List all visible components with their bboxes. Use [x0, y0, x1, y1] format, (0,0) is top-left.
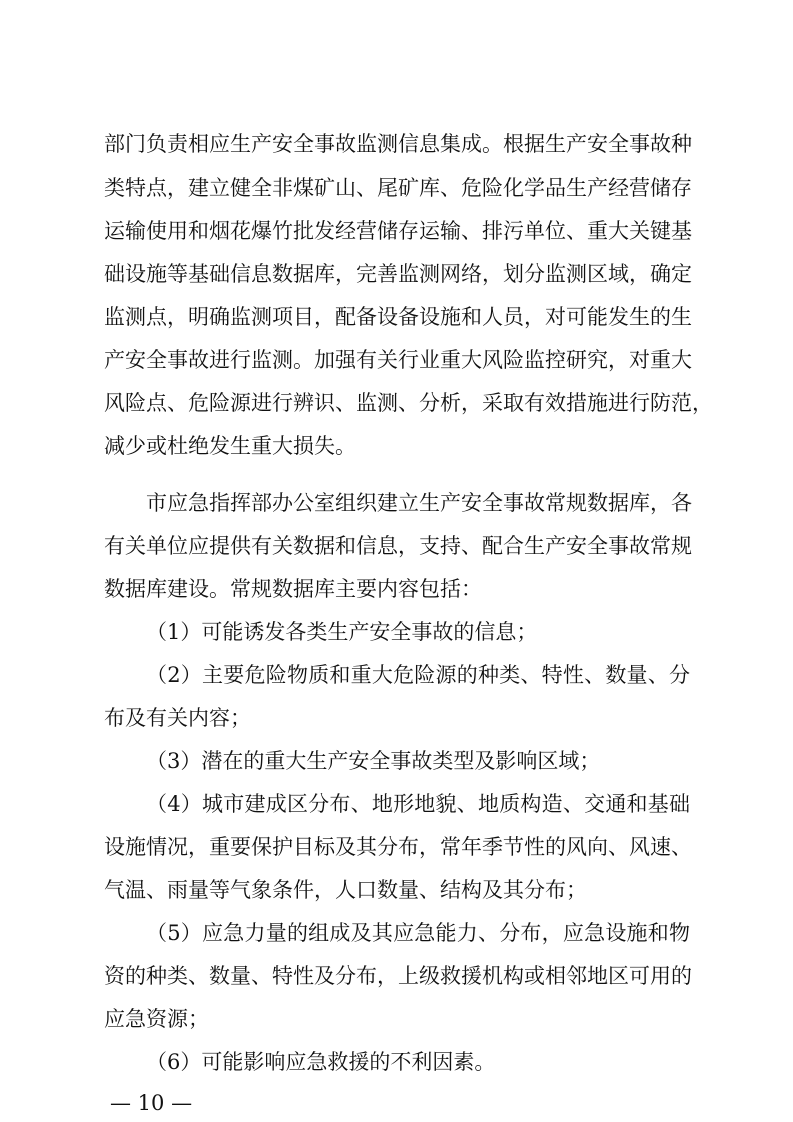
list-item-4-line-3: 气温、雨量等气象条件，人口数量、结构及其分布；	[104, 878, 587, 902]
body-line-7: 风险点、危险源进行辨识、监测、分析，采取有效措施进行防范，	[104, 391, 713, 415]
body-line-4: 础设施等基础信息数据库，完善监测网络，划分监测区域，确定	[104, 262, 692, 286]
list-item-3: （3）潜在的重大生产安全事故类型及影响区域；	[146, 749, 601, 773]
page-number: — 10 —	[110, 1091, 193, 1115]
body-line-1: 部门负责相应生产安全事故监测信息集成。根据生产安全事故种	[104, 132, 692, 156]
list-item-4-line-2: 设施情况，重要保护目标及其分布，常年季节性的风向、风速、	[104, 835, 692, 859]
body-line-10: 有关单位应提供有关数据和信息，支持、配合生产安全事故常规	[104, 534, 692, 558]
body-line-9: 市应急指挥部办公室组织建立生产安全事故常规数据库，各	[146, 491, 692, 515]
list-item-2-line-2: 布及有关内容；	[104, 706, 251, 730]
body-line-3: 运输使用和烟花爆竹批发经营储存运输、排污单位、重大关键基	[104, 219, 692, 243]
body-line-6: 产安全事故进行监测。加强有关行业重大风险监控研究，对重大	[104, 348, 692, 372]
list-item-5-line-3: 应急资源；	[104, 1007, 209, 1031]
body-line-2: 类特点，建立健全非煤矿山、尾矿库、危险化学品生产经营储存	[104, 176, 692, 200]
body-line-5: 监测点，明确监测项目，配备设备设施和人员，对可能发生的生	[104, 305, 692, 329]
body-line-8: 减少或杜绝发生重大损失。	[104, 434, 356, 458]
list-item-4-line-1: （4）城市建成区分布、地形地貌、地质构造、交通和基础	[146, 792, 690, 816]
list-item-5-line-1: （5）应急力量的组成及其应急能力、分布，应急设施和物	[146, 921, 690, 945]
body-line-11: 数据库建设。常规数据库主要内容包括：	[104, 577, 482, 601]
list-item-1: （1）可能诱发各类生产安全事故的信息；	[146, 620, 538, 644]
list-item-5-line-2: 资的种类、数量、特性及分布，上级救援机构或相邻地区可用的	[104, 964, 692, 988]
list-item-2-line-1: （2）主要危险物质和重大危险源的种类、特性、数量、分	[146, 663, 690, 687]
list-item-6: （6）可能影响应急救援的不利因素。	[146, 1050, 496, 1074]
